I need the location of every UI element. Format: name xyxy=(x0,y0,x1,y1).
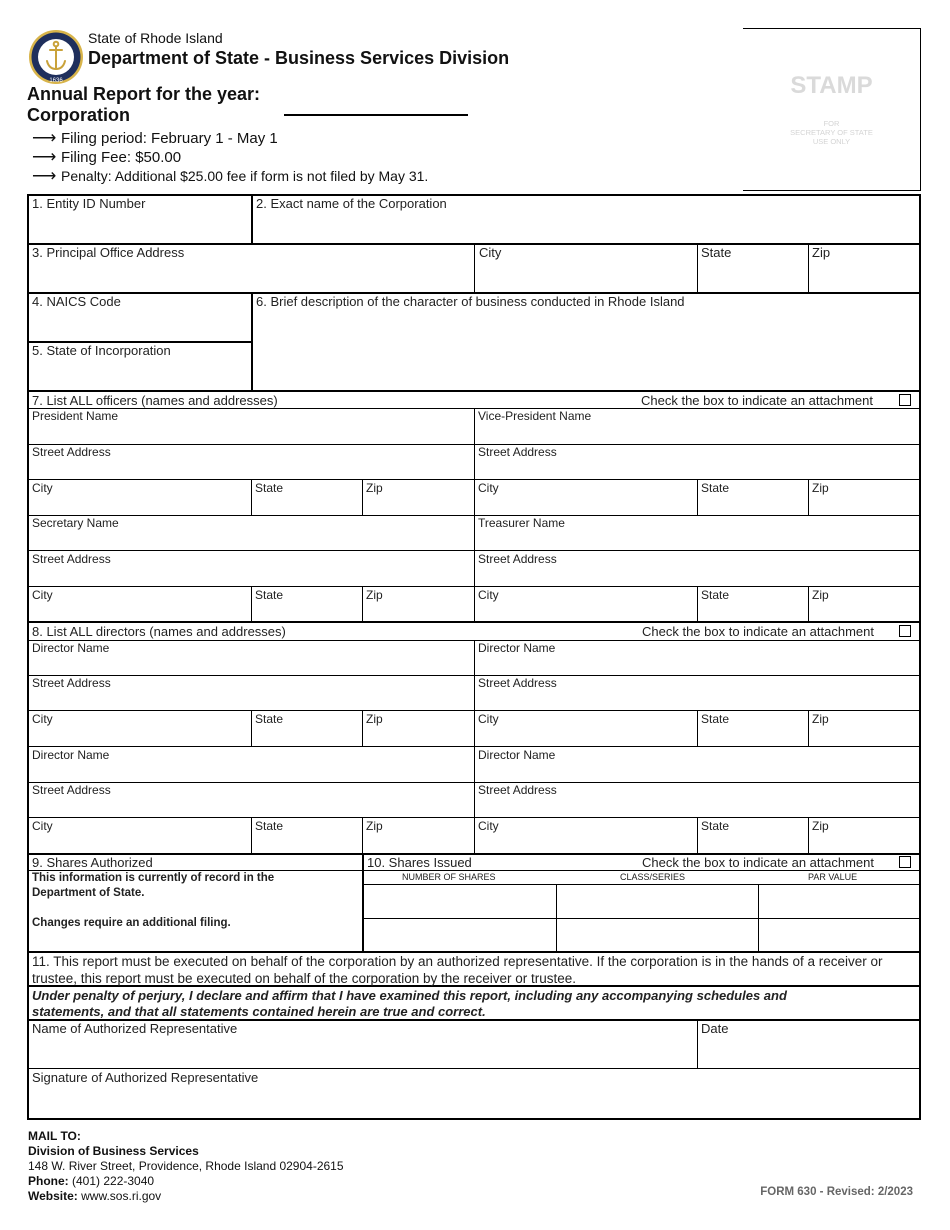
mailing-address: 148 W. River Street, Providence, Rhode Island 02904-2615 xyxy=(28,1159,344,1173)
director-2-zip-field[interactable]: Zip xyxy=(812,712,829,726)
section11-text-1: 11. This report must be executed on behalf of the corporation by an authorized representative. If the corporation is in the hands of a receiver or xyxy=(32,954,883,969)
secretary-state-field[interactable]: State xyxy=(255,588,284,602)
secretary-street-field[interactable]: Street Address xyxy=(32,552,111,566)
right-arrow-icon: ⟶ xyxy=(32,166,57,185)
president-name-field[interactable]: President Name xyxy=(32,409,119,423)
stamp-note-3: USE ONLY xyxy=(812,137,851,146)
phone-number: (401) 222-3040 xyxy=(72,1174,155,1188)
principal-address-field[interactable]: 3. Principal Office Address xyxy=(32,245,185,260)
director-3-zip-field[interactable]: Zip xyxy=(366,819,383,833)
director-2-state-field[interactable]: State xyxy=(701,712,730,726)
section11-text-2: trustee, this report must be executed on behalf of the corporation by the receiver or trustee. xyxy=(32,971,577,986)
shares-par-field-2[interactable] xyxy=(760,920,919,950)
shares-authorized-title: 9. Shares Authorized xyxy=(32,855,153,870)
stamp-note-2: SECRETARY OF STATE xyxy=(790,128,873,137)
right-arrow-icon: ⟶ xyxy=(32,128,57,147)
corporation-name-field[interactable]: 2. Exact name of the Corporation xyxy=(256,196,447,211)
treasurer-street-field[interactable]: Street Address xyxy=(478,552,557,566)
officers-attachment-label: Check the box to indicate an attachment xyxy=(641,393,873,408)
shares-attachment-label: Check the box to indicate an attachment xyxy=(642,855,874,870)
date-field[interactable]: Date xyxy=(701,1021,729,1036)
vp-city-field[interactable]: City xyxy=(478,481,499,495)
officers-section-title: 7. List ALL officers (names and addresses) xyxy=(32,393,278,408)
vp-state-field[interactable]: State xyxy=(701,481,730,495)
director-3-state-field[interactable]: State xyxy=(255,819,284,833)
secretary-zip-field[interactable]: Zip xyxy=(366,588,383,602)
shares-attachment-checkbox[interactable] xyxy=(899,856,911,868)
report-title: Annual Report for the year: xyxy=(27,84,261,104)
par-value-header: PAR VALUE xyxy=(808,872,858,882)
shares-number-field-2[interactable] xyxy=(364,920,555,950)
director-4-city-field[interactable]: City xyxy=(478,819,499,833)
division-name: Division of Business Services xyxy=(28,1144,199,1158)
president-zip-field[interactable]: Zip xyxy=(366,481,383,495)
state-name: State of Rhode Island xyxy=(88,30,223,46)
director-4-zip-field[interactable]: Zip xyxy=(812,819,829,833)
treasurer-name-field[interactable]: Treasurer Name xyxy=(478,516,565,530)
director-1-state-field[interactable]: State xyxy=(255,712,284,726)
state-incorporation-field[interactable]: 5. State of Incorporation xyxy=(32,343,171,358)
director-2-name-field[interactable]: Director Name xyxy=(478,641,556,655)
phone-line xyxy=(28,1174,154,1188)
directors-section-title: 8. List ALL directors (names and addresses) xyxy=(32,624,286,639)
treasurer-state-field[interactable]: State xyxy=(701,588,730,602)
shares-par-field-1[interactable] xyxy=(760,886,919,917)
department-title: Department of State - Business Services Division xyxy=(88,48,510,68)
director-2-street-field[interactable]: Street Address xyxy=(478,676,557,690)
president-street-field[interactable]: Street Address xyxy=(32,445,111,459)
website-link[interactable]: www.sos.ri.gov xyxy=(81,1189,162,1203)
form-id: FORM 630 - Revised: 2/2023 xyxy=(760,1186,913,1198)
shares-class-field-2[interactable] xyxy=(558,920,757,950)
shares-issued-title: 10. Shares Issued xyxy=(367,855,472,870)
secretary-name-field[interactable]: Secretary Name xyxy=(32,516,119,530)
shares-note-1: This information is currently of record in the xyxy=(32,872,275,884)
directors-attachment-checkbox[interactable] xyxy=(899,625,911,637)
director-4-name-field[interactable]: Director Name xyxy=(478,748,556,762)
director-3-city-field[interactable]: City xyxy=(32,819,53,833)
director-1-zip-field[interactable]: Zip xyxy=(366,712,383,726)
treasurer-city-field[interactable]: City xyxy=(478,588,499,602)
year-input-line[interactable] xyxy=(284,114,468,116)
perjury-text-1: Under penalty of perjury, I declare and affirm that I have examined this report, including any accompanying schedules and xyxy=(32,988,787,1003)
signature-field[interactable]: Signature of Authorized Representative xyxy=(32,1070,259,1085)
principal-zip-field[interactable]: Zip xyxy=(812,245,831,260)
director-3-street-field[interactable]: Street Address xyxy=(32,783,111,797)
director-2-city-field[interactable]: City xyxy=(478,712,499,726)
website-line xyxy=(28,1189,161,1203)
mail-to-label: MAIL TO: xyxy=(28,1129,81,1143)
report-subtitle: Corporation xyxy=(27,105,130,125)
officers-attachment-checkbox[interactable] xyxy=(899,394,911,406)
vp-name-field[interactable]: Vice-President Name xyxy=(478,409,592,423)
penalty-note: Penalty: Additional $25.00 fee if form is not filed by May 31. xyxy=(61,168,429,184)
business-description-field[interactable]: 6. Brief description of the character of business conducted in Rhode Island xyxy=(256,294,685,309)
website-label: Website: xyxy=(28,1189,78,1203)
entity-id-field[interactable]: 1. Entity ID Number xyxy=(32,196,146,211)
directors-attachment-label: Check the box to indicate an attachment xyxy=(642,624,874,639)
president-state-field[interactable]: State xyxy=(255,481,284,495)
vp-street-field[interactable]: Street Address xyxy=(478,445,557,459)
perjury-text-2: statements, and that all statements contained herein are true and correct. xyxy=(32,1004,486,1019)
shares-number-field-1[interactable] xyxy=(364,886,555,917)
svg-text:1636: 1636 xyxy=(49,78,63,84)
director-4-street-field[interactable]: Street Address xyxy=(478,783,557,797)
director-1-street-field[interactable]: Street Address xyxy=(32,676,111,690)
class-series-header: CLASS/SERIES xyxy=(620,872,686,882)
secretary-city-field[interactable]: City xyxy=(32,588,53,602)
principal-city-field[interactable]: City xyxy=(479,245,502,260)
stamp-title: STAMP xyxy=(790,72,873,99)
shares-note-2: Department of State. xyxy=(32,887,145,899)
naics-code-field[interactable]: 4. NAICS Code xyxy=(32,294,121,309)
treasurer-zip-field[interactable]: Zip xyxy=(812,588,829,602)
phone-label: Phone: xyxy=(28,1174,69,1188)
director-1-city-field[interactable]: City xyxy=(32,712,53,726)
director-3-name-field[interactable]: Director Name xyxy=(32,748,110,762)
filing-period: Filing period: February 1 - May 1 xyxy=(61,130,278,147)
president-city-field[interactable]: City xyxy=(32,481,53,495)
filing-fee: Filing Fee: $50.00 xyxy=(61,149,182,166)
representative-name-field[interactable]: Name of Authorized Representative xyxy=(32,1021,238,1036)
number-of-shares-header: NUMBER OF SHARES xyxy=(402,872,496,882)
shares-class-field-1[interactable] xyxy=(558,886,757,917)
shares-note-3: Changes require an additional filing. xyxy=(32,917,231,929)
principal-state-field[interactable]: State xyxy=(701,245,732,260)
right-arrow-icon: ⟶ xyxy=(32,147,57,166)
stamp-note-1: FOR xyxy=(823,119,840,128)
director-1-name-field[interactable]: Director Name xyxy=(32,641,110,655)
state-seal-icon xyxy=(28,29,84,85)
stamp-box xyxy=(743,28,921,191)
director-4-state-field[interactable]: State xyxy=(701,819,730,833)
vp-zip-field[interactable]: Zip xyxy=(812,481,829,495)
